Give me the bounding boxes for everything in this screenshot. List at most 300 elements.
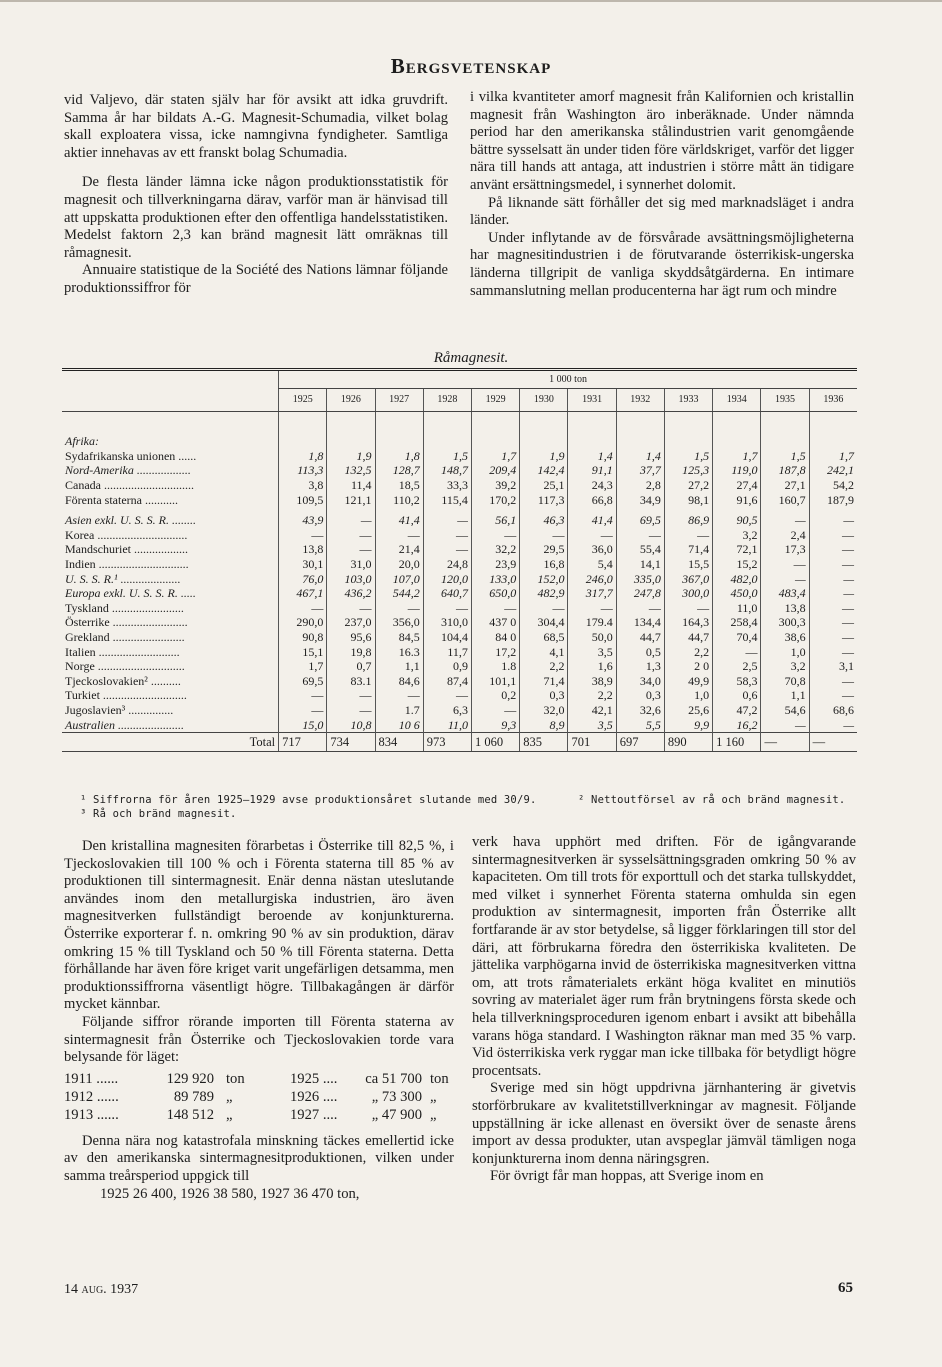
value-cell: 113,3	[279, 463, 327, 478]
value-cell: 4,1	[520, 644, 568, 659]
paragraph: Under inflytande av de försvårade avsättningsmöjligheterna har magnesitindustrien i de förutvarande österrikisk-ungerska länderna tillgripit de vanliga skyddsåtgärderna. En intimare sammanslutning mellan producenterna har ägt rum och mindre	[470, 229, 854, 299]
value-cell: 70,8	[761, 674, 809, 689]
value-cell: 0,6	[713, 688, 761, 703]
value-cell: 133,0	[471, 571, 519, 586]
table-row	[62, 542, 857, 557]
value-cell: 84,5	[375, 630, 423, 645]
page-header: Bergsvetenskap	[390, 54, 552, 78]
value-cell: 437 0	[471, 615, 519, 630]
value-cell: —	[423, 601, 471, 616]
year-header: 1932	[616, 389, 664, 412]
import-row	[64, 1071, 449, 1089]
value-cell: 44,7	[616, 630, 664, 645]
value-cell: 87,4	[423, 674, 471, 689]
value-cell: 103,0	[327, 571, 375, 586]
value-cell: 1,4	[616, 449, 664, 464]
row-label: Förenta staterna ...........	[65, 492, 178, 507]
value-cell: 1,7	[471, 449, 519, 464]
table-row	[62, 644, 857, 659]
row-label: Australien ......................	[65, 717, 184, 732]
value-cell: —	[809, 557, 857, 572]
value-cell: 1,5	[664, 449, 712, 464]
table-row	[62, 703, 857, 718]
value-cell: 33,3	[423, 478, 471, 493]
value-cell: 237,0	[327, 615, 375, 630]
value-cell: —	[375, 601, 423, 616]
paragraph: För övrigt får man hoppas, att Sverige inom en	[490, 1168, 764, 1185]
value-cell: 1,0	[664, 688, 712, 703]
value-cell: 34,9	[616, 492, 664, 507]
value-cell: 142,4	[520, 463, 568, 478]
value-cell: 128,7	[375, 463, 423, 478]
table-row	[62, 630, 857, 645]
year-header: 1927	[375, 389, 423, 412]
value-cell: 2,2	[568, 688, 616, 703]
value-cell: 317,7	[568, 586, 616, 601]
value-cell	[327, 412, 375, 449]
value-cell: 115,4	[423, 492, 471, 507]
bottom-left-column	[64, 838, 454, 1203]
import-cell: „	[226, 1106, 233, 1123]
value-cell: 32,0	[520, 703, 568, 718]
value-cell: —	[375, 528, 423, 543]
value-cell: 0,2	[471, 688, 519, 703]
top-right-column	[470, 89, 854, 300]
row-label: Asien exkl. U. S. S. R. ........	[65, 513, 196, 528]
value-cell: 2,8	[616, 478, 664, 493]
value-cell: 104,4	[423, 630, 471, 645]
value-cell: 209,4	[471, 463, 519, 478]
total-cell: 717	[279, 732, 327, 751]
table-row	[62, 688, 857, 703]
value-cell: 58,3	[713, 674, 761, 689]
value-cell: 98,1	[664, 492, 712, 507]
value-cell: 1,7	[809, 449, 857, 464]
row-label: Canada ..............................	[65, 478, 194, 493]
value-cell: 3,5	[568, 717, 616, 732]
row-label: Grekland ........................	[65, 630, 185, 645]
value-cell: 3,1	[809, 659, 857, 674]
row-label: Mandschuriet ..................	[65, 542, 188, 557]
value-cell: 32,6	[616, 703, 664, 718]
total-cell: 697	[616, 732, 664, 751]
value-cell: 38,9	[568, 674, 616, 689]
table-row	[62, 492, 857, 507]
import-cell: „ 47 900	[371, 1106, 422, 1123]
total-cell: 734	[327, 732, 375, 751]
value-cell: 20,0	[375, 557, 423, 572]
value-cell: 31,0	[327, 557, 375, 572]
row-label: Korea ..............................	[65, 527, 188, 542]
table-row	[62, 659, 857, 674]
value-cell: 2,5	[713, 659, 761, 674]
table-row	[62, 463, 857, 478]
value-cell: 15,5	[664, 557, 712, 572]
value-cell: 29,5	[520, 542, 568, 557]
value-cell: 90,5	[713, 513, 761, 528]
value-cell: 95,6	[327, 630, 375, 645]
value-cell: 3,2	[713, 528, 761, 543]
value-cell: 34,0	[616, 674, 664, 689]
value-cell: 84,6	[375, 674, 423, 689]
value-cell: 16,8	[520, 557, 568, 572]
value-cell: 15,2	[713, 557, 761, 572]
paragraph: Följande siffror rörande importen till Förenta staterna av sintermagnesit från Österrike och Tjeckoslovakien torde vara belysande för läget:	[64, 1013, 454, 1066]
value-cell: 125,3	[664, 463, 712, 478]
import-cell: „	[226, 1088, 233, 1105]
value-cell	[423, 412, 471, 449]
value-cell: 69,5	[279, 674, 327, 689]
row-label: Tjeckoslovakien² ..........	[65, 673, 181, 688]
production-table	[62, 368, 857, 752]
year-header: 1929	[471, 389, 519, 412]
value-cell: 335,0	[616, 571, 664, 586]
value-cell: —	[327, 688, 375, 703]
value-cell: 84 0	[471, 630, 519, 645]
value-cell: —	[327, 601, 375, 616]
value-cell: 258,4	[713, 615, 761, 630]
value-cell: 1,4	[568, 449, 616, 464]
value-cell: 5,4	[568, 557, 616, 572]
value-cell: 27,1	[761, 478, 809, 493]
value-cell: 10 6	[375, 717, 423, 732]
value-cell: 71,4	[520, 674, 568, 689]
value-cell: 15,1	[279, 644, 327, 659]
value-cell: 117,3	[520, 492, 568, 507]
value-cell: —	[520, 601, 568, 616]
value-cell: —	[809, 586, 857, 601]
value-cell: 14,1	[616, 557, 664, 572]
value-cell: —	[809, 644, 857, 659]
paragraph: vid Valjevo, där staten själv har för avsikt att idka gruvdrift. Samma år har bildats A.-G. Magnesit-Schumadia, vilket bolag skall exploatera vissa, icke namngivna fyndigheter. Samtliga aktier innehavas av ett franskt bolag Schumadia.	[64, 92, 448, 161]
value-cell: 50,0	[568, 630, 616, 645]
value-cell: —	[471, 601, 519, 616]
value-cell: —	[664, 528, 712, 543]
paragraph: På liknande sätt förhåller det sig med marknadsläget i andra länder.	[470, 194, 854, 229]
table-row	[62, 412, 857, 449]
row-label: Jugoslavien³ ...............	[65, 702, 174, 717]
value-cell: 187,8	[761, 463, 809, 478]
value-cell: 1,0	[761, 644, 809, 659]
value-cell: 11,4	[327, 478, 375, 493]
bottom-right-column	[472, 834, 856, 1186]
paragraph: Den kristallina magnesiten förarbetas i Österrike till 82,5 %, i Tjeckoslovakien till 100 % och i Förenta staterna till 85 % av produktionen till sintermagnesit. Enär denna nästan uteslutande användes inom den metallurgiska industrien, äro även magnesitverken fullständigt beroende av konjunkturerna. Österrike exporterar f. n. omkring 90 % av sin produktion, därav omkring 15 % till Tyskland och 50 % till Förenta staterna. Detta förhållande har även före kriget varit ungefärligen detsamma, men produktionssiffrorna väsentligt högre. Tillbakagången är därför mycket kännbar.	[64, 838, 454, 1013]
value-cell: 5,5	[616, 717, 664, 732]
issue-date: 14 aug. 1937	[64, 1282, 139, 1297]
value-cell: 13,8	[279, 542, 327, 557]
value-cell: 246,0	[568, 571, 616, 586]
value-cell: 42,1	[568, 703, 616, 718]
value-cell	[279, 412, 327, 449]
value-cell: 6,3	[423, 703, 471, 718]
value-cell: 72,1	[713, 542, 761, 557]
paragraph: Denna nära nog katastrofala minskning täckes emellertid icke av den amerikanska sintermagnesitproduktionen, vilken under samma treårsperiod uppgick till	[64, 1132, 454, 1184]
total-cell: 835	[520, 732, 568, 751]
table-row	[62, 615, 857, 630]
value-cell: —	[520, 528, 568, 543]
value-cell: 482,9	[520, 586, 568, 601]
value-cell	[568, 412, 616, 449]
blank-cell	[62, 370, 279, 389]
value-cell: 1,8	[375, 449, 423, 464]
value-cell: —	[809, 674, 857, 689]
value-cell: 27,4	[713, 478, 761, 493]
row-label: Turkiet ............................	[65, 688, 187, 703]
value-cell: 0,3	[520, 688, 568, 703]
value-cell: 91,6	[713, 492, 761, 507]
paragraph: 1925 26 400, 1926 38 580, 1927 36 470 ton,	[100, 1185, 360, 1202]
value-cell: 9,9	[664, 717, 712, 732]
statistics-table	[62, 368, 857, 752]
value-cell: 132,5	[327, 463, 375, 478]
value-cell: —	[809, 601, 857, 616]
import-cell: ca 51 700	[365, 1070, 422, 1087]
value-cell: 32,2	[471, 542, 519, 557]
value-cell: —	[375, 688, 423, 703]
value-cell: 121,1	[327, 492, 375, 507]
value-cell: 160,7	[761, 492, 809, 507]
total-cell: —	[761, 732, 809, 751]
value-cell: 8,9	[520, 717, 568, 732]
table-row	[62, 557, 857, 572]
value-cell: 19,8	[327, 644, 375, 659]
value-cell: —	[809, 717, 857, 732]
paragraph: Sverige med sin högt uppdrivna järnhantering är givetvis storförbrukare av kvalitetstillverkningar av magnesit. Följande uppställning är icke allenast en översikt över de senaste årens import av dessa produkter, utan avspeglar jämväl tämligen noga konjunkturerna inom denna näringsgren.	[472, 1080, 856, 1167]
value-cell: 24,8	[423, 557, 471, 572]
value-cell: —	[809, 571, 857, 586]
value-cell: 1,7	[279, 659, 327, 674]
value-cell: —	[664, 601, 712, 616]
value-cell: 367,0	[664, 571, 712, 586]
table-row	[62, 571, 857, 586]
total-cell: 890	[664, 732, 712, 751]
value-cell: 24,3	[568, 478, 616, 493]
value-cell: 11,0	[713, 601, 761, 616]
value-cell: 1.8	[471, 659, 519, 674]
value-cell: 23,9	[471, 557, 519, 572]
import-cell: „	[430, 1088, 437, 1105]
value-cell: 54,2	[809, 478, 857, 493]
value-cell: 66,8	[568, 492, 616, 507]
value-cell: 0,7	[327, 659, 375, 674]
value-cell: 30,1	[279, 557, 327, 572]
value-cell: 1,5	[761, 449, 809, 464]
value-cell: 86,9	[664, 513, 712, 528]
value-cell: 300,3	[761, 615, 809, 630]
value-cell: 16,2	[713, 717, 761, 732]
value-cell: —	[279, 528, 327, 543]
value-cell: 9,3	[471, 717, 519, 732]
import-row	[64, 1089, 449, 1107]
value-cell: 47,2	[713, 703, 761, 718]
table-unit: 1 000 ton	[279, 370, 857, 389]
value-cell: —	[809, 542, 857, 557]
value-cell: —	[761, 717, 809, 732]
value-cell: 483,4	[761, 586, 809, 601]
table-row	[62, 674, 857, 689]
row-label: Afrika:	[65, 434, 99, 449]
value-cell: —	[327, 513, 375, 528]
value-cell: 120,0	[423, 571, 471, 586]
value-cell	[616, 412, 664, 449]
value-cell: 83.1	[327, 674, 375, 689]
value-cell: —	[471, 703, 519, 718]
value-cell: 43,9	[279, 513, 327, 528]
value-cell: 1,1	[761, 688, 809, 703]
value-cell	[664, 412, 712, 449]
value-cell: —	[279, 688, 327, 703]
value-cell: 187,9	[809, 492, 857, 507]
value-cell: 310,0	[423, 615, 471, 630]
value-cell: 1,9	[327, 449, 375, 464]
value-cell: —	[279, 601, 327, 616]
row-label: Italien ...........................	[65, 644, 180, 659]
table-unit-row	[62, 370, 857, 389]
value-cell: 101,1	[471, 674, 519, 689]
value-cell: 650,0	[471, 586, 519, 601]
table-row	[62, 513, 857, 528]
value-cell: 25,1	[520, 478, 568, 493]
value-cell: 152,0	[520, 571, 568, 586]
value-cell: 18,5	[375, 478, 423, 493]
footnote-1: ¹ Siffrorna för åren 1925—1929 avse produktionsåret slutande med 30/9.	[80, 794, 537, 806]
footnote-2: ² Nettoutförsel av rå och bränd magnesit.	[578, 794, 846, 806]
page-number: 65	[838, 1280, 853, 1296]
value-cell: 467,1	[279, 586, 327, 601]
import-cell: 89 789	[173, 1088, 214, 1105]
value-cell: 109,5	[279, 492, 327, 507]
value-cell: 110,2	[375, 492, 423, 507]
table-title: Råmagnesit.	[433, 350, 509, 366]
value-cell: —	[761, 513, 809, 528]
value-cell: 36,0	[568, 542, 616, 557]
year-header: 1931	[568, 389, 616, 412]
import-cell: 1911 ......	[64, 1070, 119, 1087]
total-cell: 973	[423, 732, 471, 751]
value-cell: —	[809, 688, 857, 703]
value-cell: —	[568, 601, 616, 616]
value-cell: 1,8	[279, 449, 327, 464]
value-cell: 450,0	[713, 586, 761, 601]
value-cell: 46,3	[520, 513, 568, 528]
total-cell: 701	[568, 732, 616, 751]
value-cell: 0,5	[616, 644, 664, 659]
value-cell: 1,7	[713, 449, 761, 464]
value-cell: 13,8	[761, 601, 809, 616]
value-cell: 21,4	[375, 542, 423, 557]
value-cell: —	[616, 528, 664, 543]
import-figures	[64, 1071, 454, 1125]
import-cell: 129 920	[166, 1070, 214, 1087]
row-label: Österrike .........................	[65, 615, 188, 630]
top-edge	[0, 0, 942, 2]
value-cell: 1.7	[375, 703, 423, 718]
value-cell: 15,0	[279, 717, 327, 732]
value-cell: 290,0	[279, 615, 327, 630]
value-cell: 1,5	[423, 449, 471, 464]
paragraph: verk hava upphört med driften. För de igångvarande sintermagnesitverken är sysselsättningsgraden omkring 50 % av kapaciteten. Om till trots för exporttull och det starka tullskyddet, med vilket i synnerhet Förenta staterna omhulda sin egen produktion av sintermagnesit, importen från Österrike allt fortfarande är av stor betydelse, så ligger förklaringen till stor del däri, att förbrukarna föredra den österrikiska kvaliteten. De jättelika varphögarna invid de österrikiska magnesitverken vittna om, att trots råmaterialets erkänt höga kvalitet en minutiös sovring av materialet äger rum från brytningens första skede och hela tillverkningsproceduren igenom enbart i avsikt att bibehålla varans höga standard. I Washington räknar man med 35 % varp. Vid österrikiska verk ryggar man icke tillbaka för betydligt högre procentsats.	[472, 834, 856, 1079]
value-cell: 71,4	[664, 542, 712, 557]
year-header: 1926	[327, 389, 375, 412]
value-cell: 41,4	[568, 513, 616, 528]
value-cell: 91,1	[568, 463, 616, 478]
value-cell: 300,0	[664, 586, 712, 601]
total-cell: —	[809, 732, 857, 751]
table-row	[62, 601, 857, 616]
value-cell: 119,0	[713, 463, 761, 478]
value-cell: —	[423, 513, 471, 528]
value-cell: 1,6	[568, 659, 616, 674]
value-cell: 17,2	[471, 644, 519, 659]
value-cell: 25,6	[664, 703, 712, 718]
value-cell: 482,0	[713, 571, 761, 586]
value-cell: 0,3	[616, 688, 664, 703]
value-cell: 107,0	[375, 571, 423, 586]
value-cell: 148,7	[423, 463, 471, 478]
import-cell: 1926 ....	[290, 1088, 338, 1105]
value-cell	[520, 412, 568, 449]
value-cell: 1,9	[520, 449, 568, 464]
year-header: 1933	[664, 389, 712, 412]
value-cell: 55,4	[616, 542, 664, 557]
value-cell: 16.3	[375, 644, 423, 659]
import-cell: „ 73 300	[371, 1088, 422, 1105]
value-cell: —	[327, 542, 375, 557]
value-cell: 27,2	[664, 478, 712, 493]
value-cell: 164,3	[664, 615, 712, 630]
paragraph: Annuaire statistique de la Société des Nations lämnar följande produktionssiffror för	[64, 262, 448, 296]
value-cell: 17,3	[761, 542, 809, 557]
value-cell: —	[809, 513, 857, 528]
total-cell: 1 060	[471, 732, 519, 751]
value-cell: 242,1	[809, 463, 857, 478]
table-row	[62, 586, 857, 601]
value-cell: 304,4	[520, 615, 568, 630]
value-cell: 39,2	[471, 478, 519, 493]
value-cell: 2,2	[520, 659, 568, 674]
value-cell: 11,0	[423, 717, 471, 732]
year-header: 1928	[423, 389, 471, 412]
total-row	[62, 732, 857, 751]
value-cell: 2,4	[761, 528, 809, 543]
value-cell: 54,6	[761, 703, 809, 718]
value-cell: —	[423, 528, 471, 543]
value-cell: 41,4	[375, 513, 423, 528]
value-cell: —	[616, 601, 664, 616]
import-cell: 148 512	[166, 1106, 214, 1123]
value-cell: 69,5	[616, 513, 664, 528]
value-cell: 2,2	[664, 644, 712, 659]
value-cell: 1,3	[616, 659, 664, 674]
value-cell	[375, 412, 423, 449]
value-cell: 179.4	[568, 615, 616, 630]
value-cell: —	[568, 528, 616, 543]
value-cell: 170,2	[471, 492, 519, 507]
value-cell: 356,0	[375, 615, 423, 630]
value-cell: 247,8	[616, 586, 664, 601]
table-years-row	[62, 389, 857, 412]
table-row	[62, 449, 857, 464]
import-cell: ton	[226, 1070, 245, 1087]
total-cell: 1 160	[713, 732, 761, 751]
value-cell: 68,5	[520, 630, 568, 645]
value-cell: —	[279, 703, 327, 718]
value-cell: 3,5	[568, 644, 616, 659]
value-cell: 1,1	[375, 659, 423, 674]
year-header: 1934	[713, 389, 761, 412]
value-cell: 640,7	[423, 586, 471, 601]
row-label: Indien ..............................	[65, 557, 189, 572]
